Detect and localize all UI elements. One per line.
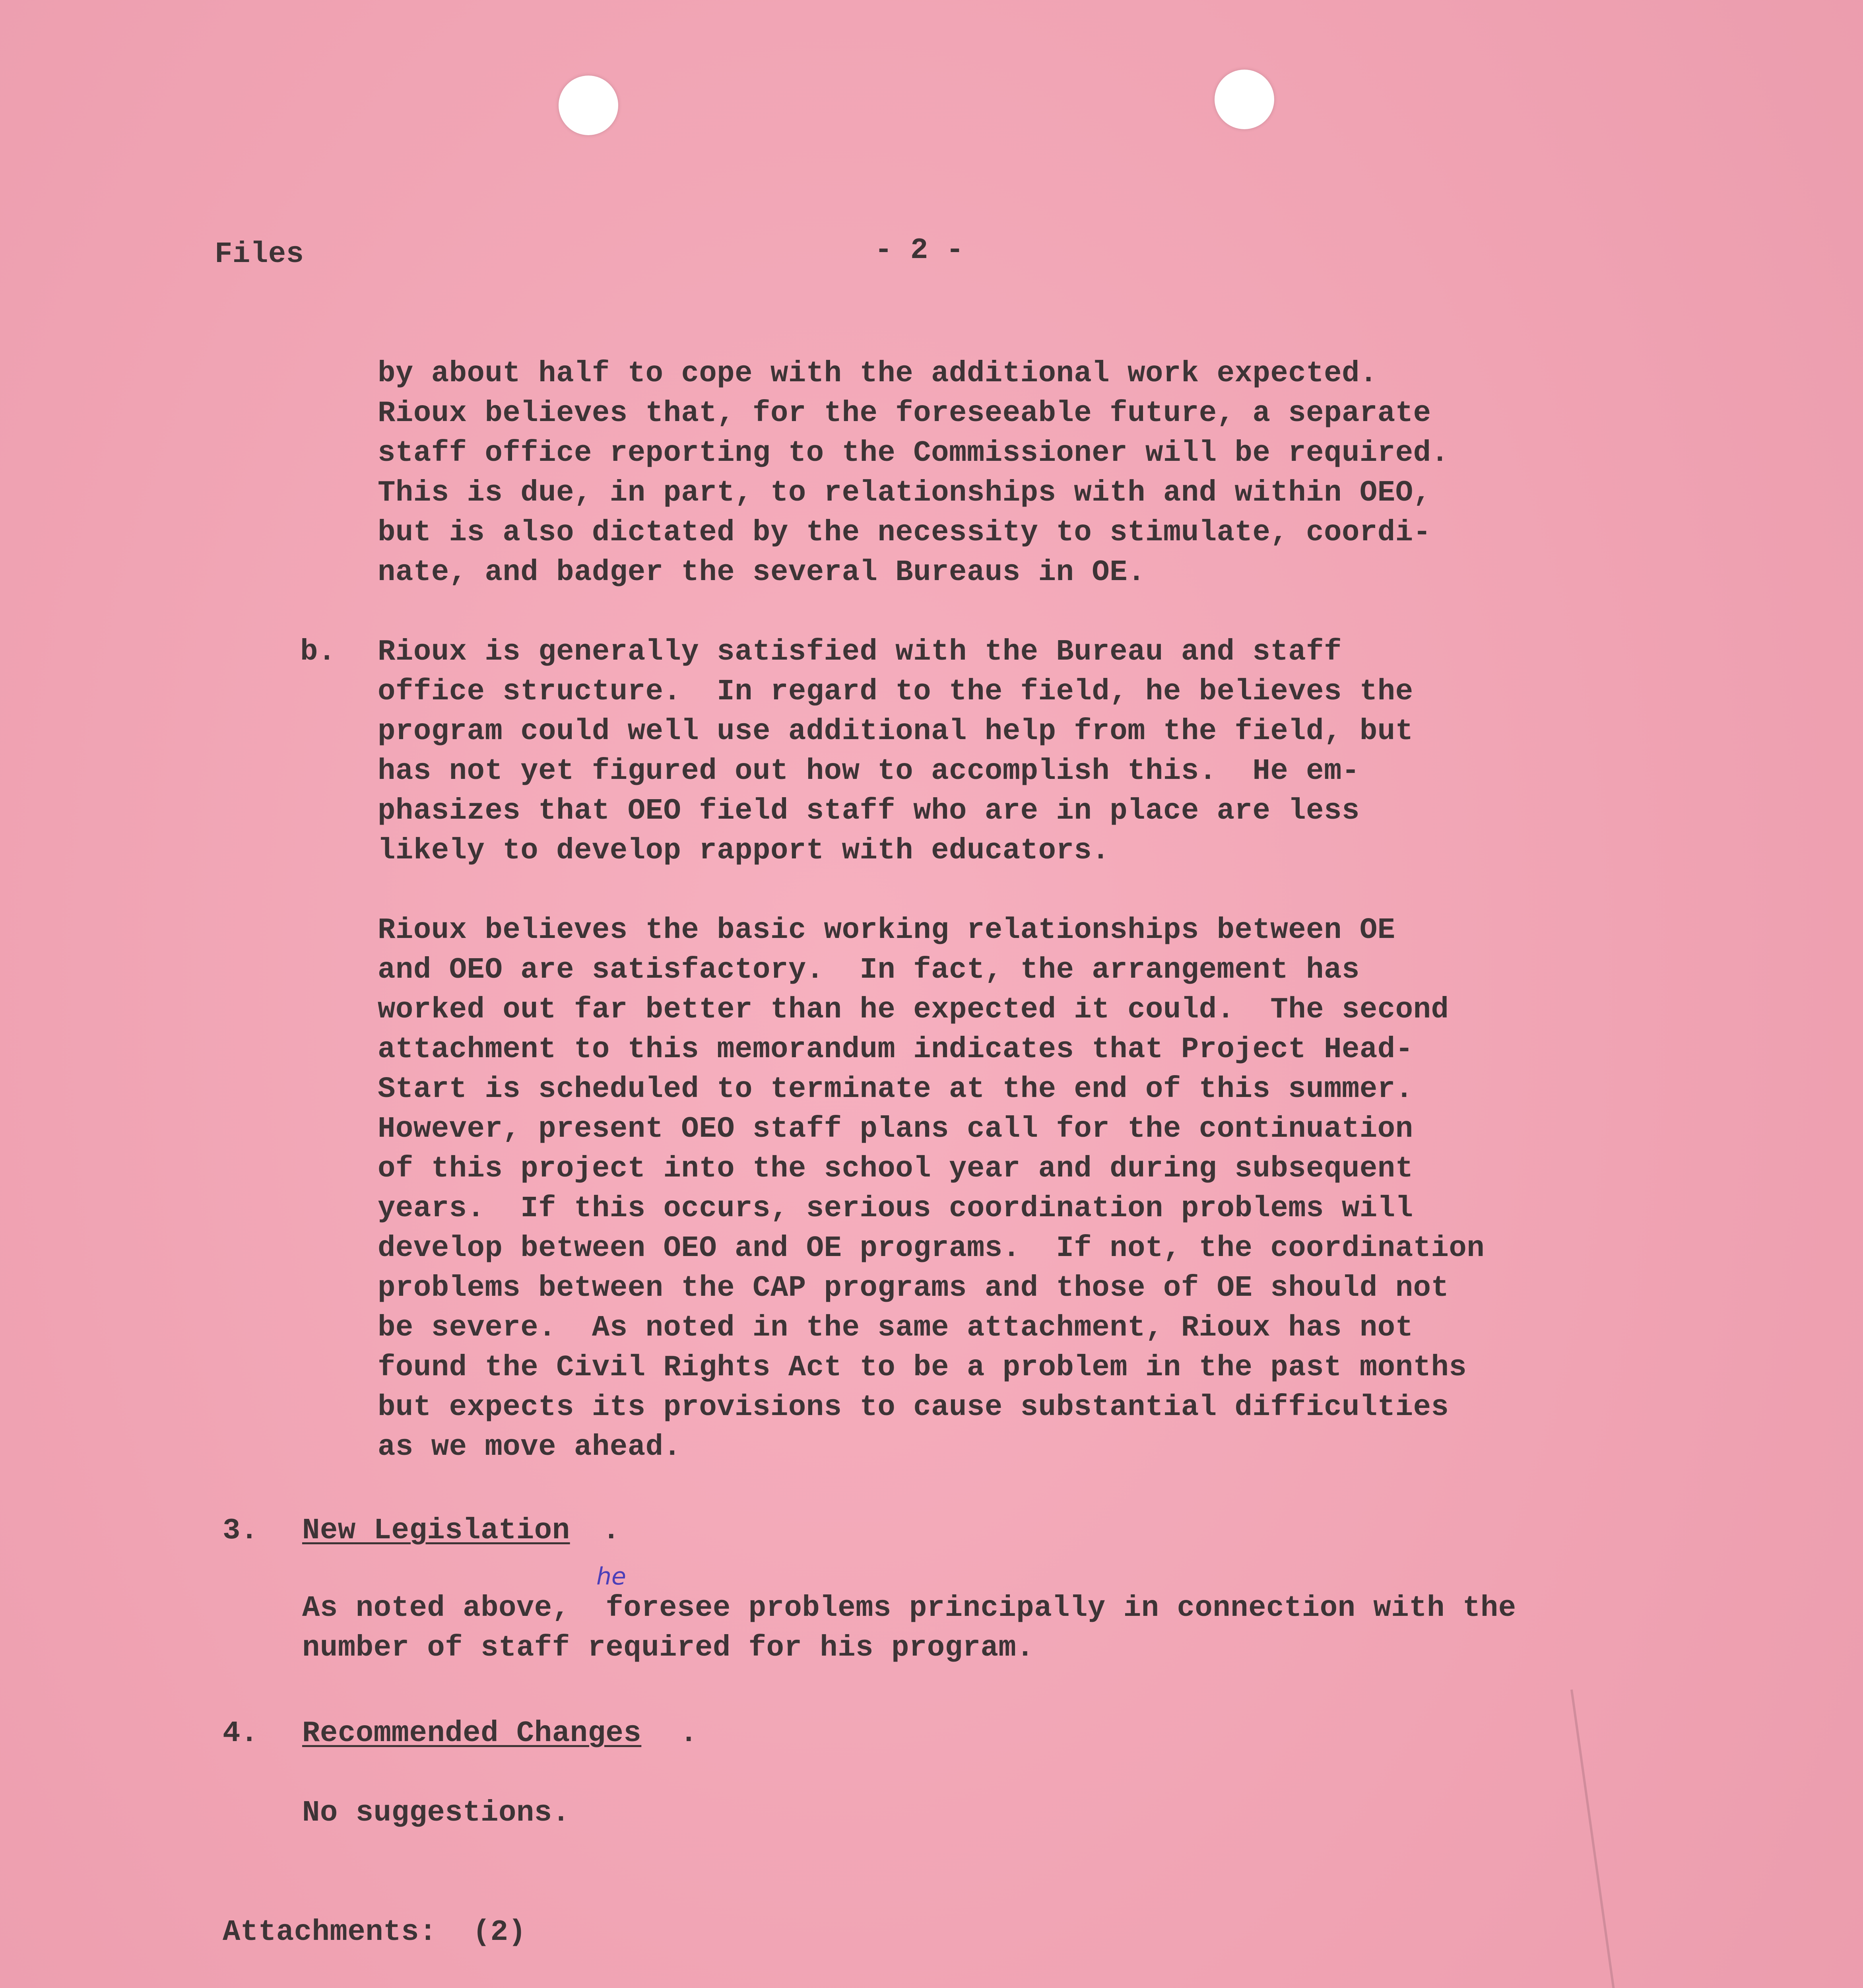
text-line: found the Civil Rights Act to be a problem in the past months bbox=[378, 1351, 1467, 1384]
text-line: However, present OEO staff plans call for the continuation bbox=[378, 1112, 1413, 1146]
section-number: 4. bbox=[223, 1717, 258, 1750]
heading-period: . bbox=[602, 1514, 620, 1547]
text-line: but expects its provisions to cause substantial difficulties bbox=[378, 1391, 1449, 1424]
text-line: be severe. As noted in the same attachment, Rioux has not bbox=[378, 1311, 1413, 1345]
text-line: staff office reporting to the Commissioner will be required. bbox=[378, 437, 1449, 470]
text-line: Rioux believes that, for the foreseeable future, a separate bbox=[378, 397, 1431, 430]
section-number: 3. bbox=[223, 1514, 258, 1547]
header-recipient: Files bbox=[215, 238, 304, 271]
text-line: likely to develop rapport with educators. bbox=[378, 834, 1110, 868]
text-line: office structure. In regard to the field, he believes the bbox=[378, 675, 1413, 709]
text-line: years. If this occurs, serious coordination problems will bbox=[378, 1192, 1413, 1225]
text-line: As noted above, foresee problems principally in connection with the bbox=[302, 1592, 1516, 1625]
heading-period: . bbox=[680, 1717, 698, 1750]
list-marker-b: b. bbox=[300, 635, 336, 669]
text-line: nate, and badger the several Bureaus in OE. bbox=[378, 556, 1146, 589]
text-line: problems between the CAP programs and those of OE should not bbox=[378, 1272, 1449, 1305]
text-line: Rioux is generally satisfied with the Bureau and staff bbox=[378, 635, 1342, 669]
text-line: number of staff required for his program. bbox=[302, 1631, 1034, 1665]
text-line: worked out far better than he expected it could. The second bbox=[378, 993, 1449, 1027]
punch-hole-right bbox=[1215, 70, 1274, 129]
punch-hole-left bbox=[559, 76, 618, 135]
text-line: This is due, in part, to relationships with and within OEO, bbox=[378, 476, 1431, 510]
page-number: - 2 - bbox=[875, 234, 964, 267]
text-line: No suggestions. bbox=[302, 1796, 570, 1830]
attachments-note: Attachments: (2) bbox=[223, 1916, 526, 1949]
text-line: but is also dictated by the necessity to stimulate, coordi- bbox=[378, 516, 1431, 549]
text-line: of this project into the school year and during subsequent bbox=[378, 1152, 1413, 1186]
text-line: by about half to cope with the additional work expected. bbox=[378, 357, 1378, 390]
text-line: Start is scheduled to terminate at the end of this summer. bbox=[378, 1073, 1413, 1106]
text-line: program could well use additional help from the field, but bbox=[378, 715, 1413, 748]
section-heading: New Legislation bbox=[302, 1514, 570, 1547]
text-line: Rioux believes the basic working relationships between OE bbox=[378, 914, 1395, 947]
text-line: and OEO are satisfactory. In fact, the arrangement has bbox=[378, 953, 1360, 987]
section-heading: Recommended Changes bbox=[302, 1717, 642, 1750]
text-line: attachment to this memorandum indicates that Project Head- bbox=[378, 1033, 1413, 1066]
text-line: phasizes that OEO field staff who are in place are less bbox=[378, 794, 1360, 828]
text-line: has not yet figured out how to accomplish this. He em- bbox=[378, 755, 1360, 788]
text-line: develop between OEO and OE programs. If not, the coordination bbox=[378, 1232, 1485, 1265]
text-line: as we move ahead. bbox=[378, 1431, 681, 1464]
handwritten-insert: he bbox=[596, 1563, 626, 1590]
